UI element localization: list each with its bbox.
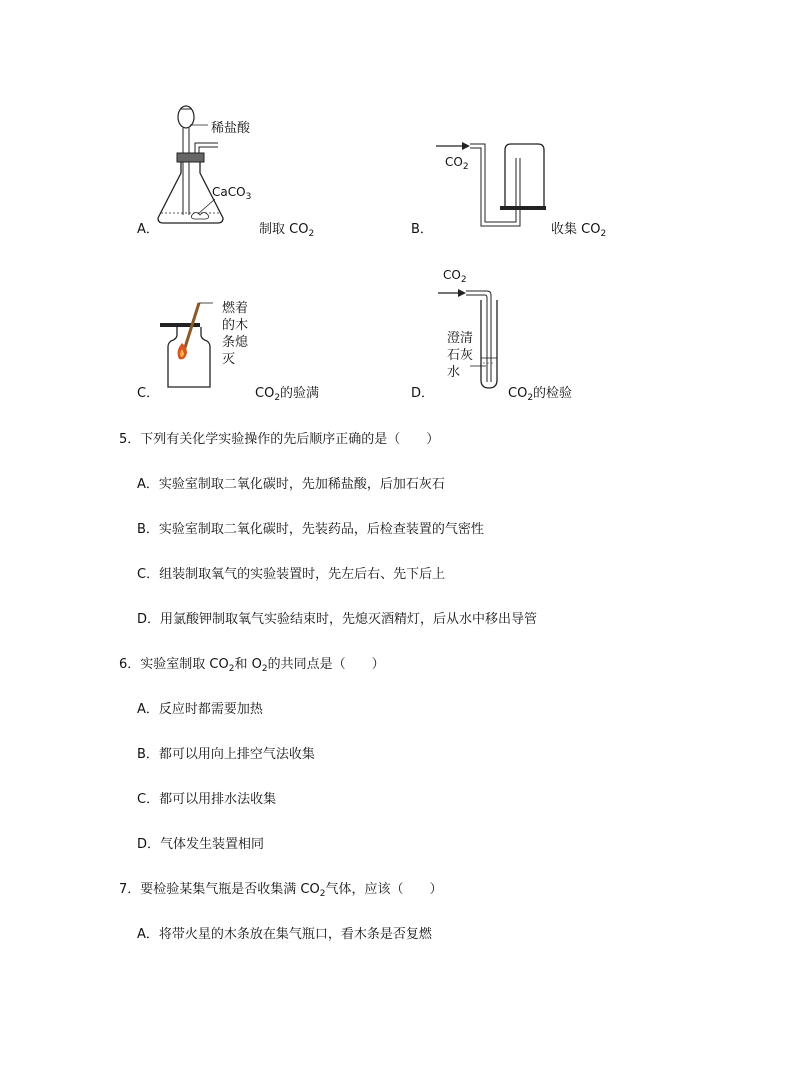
question-5-option-a[interactable]: A．实验室制取二氧化碳时，先加稀盐酸，后加石灰石 bbox=[137, 477, 445, 492]
question-5-option-c[interactable]: C．组装制取氧气的实验装置时，先左后右、先下后上 bbox=[137, 567, 446, 582]
question-5-stem: 5．下列有关化学实验操作的先后顺序正确的是（ ） bbox=[119, 432, 440, 447]
option-d-caption: $CO_2$的检验 bbox=[508, 386, 573, 403]
question-6-option-c[interactable]: C．都可以用排水法收集 bbox=[137, 792, 277, 807]
option-c-letter: C． bbox=[137, 386, 160, 401]
option-b-co2-label: $CO_2$ bbox=[445, 155, 469, 172]
question-7-stem: 7．要检验某集气瓶是否收集满 $CO_2$气体，应该（ ） bbox=[119, 882, 443, 899]
option-c-caption: $CO_2$的验满 bbox=[255, 386, 320, 403]
burning-stick-label: 燃着 的木 条熄 灭 bbox=[222, 301, 249, 367]
apparatus-a-diagram bbox=[150, 95, 270, 230]
question-7-option-a[interactable]: A．将带火星的木条放在集气瓶口，看木条是否复燃 bbox=[137, 927, 432, 942]
dilute-hcl-label: 稀盐酸 bbox=[211, 121, 251, 136]
question-6-option-b[interactable]: B．都可以用向上排空气法收集 bbox=[137, 747, 315, 762]
option-b-caption: 收集 $CO_2$ bbox=[551, 222, 607, 239]
question-5-option-d[interactable]: D．用氯酸钾制取氧气实验结束时，先熄灭酒精灯，后从水中移出导管 bbox=[137, 612, 538, 627]
apparatus-b-diagram bbox=[430, 138, 560, 233]
option-d-letter: D． bbox=[411, 386, 435, 401]
option-b-letter: B． bbox=[411, 222, 433, 237]
option-a-letter: A． bbox=[137, 222, 159, 237]
question-5-option-b[interactable]: B．实验室制取二氧化碳时，先装药品，后检查装置的气密性 bbox=[137, 522, 484, 537]
option-d-co2-label: $CO_2$ bbox=[443, 268, 467, 285]
question-6-option-a[interactable]: A．反应时都需要加热 bbox=[137, 702, 263, 717]
question-6-option-d[interactable]: D．气体发生装置相同 bbox=[137, 837, 265, 852]
question-6-stem: 6．实验室制取 $CO_2$和 $O_2$的共同点是（ ） bbox=[119, 657, 385, 674]
apparatus-c-diagram bbox=[155, 295, 225, 395]
caco3-label: CaCO$_3$ bbox=[212, 185, 252, 202]
option-a-caption: 制取 $CO_2$ bbox=[259, 222, 315, 239]
limewater-label: 澄清 石灰 水 bbox=[447, 331, 474, 380]
